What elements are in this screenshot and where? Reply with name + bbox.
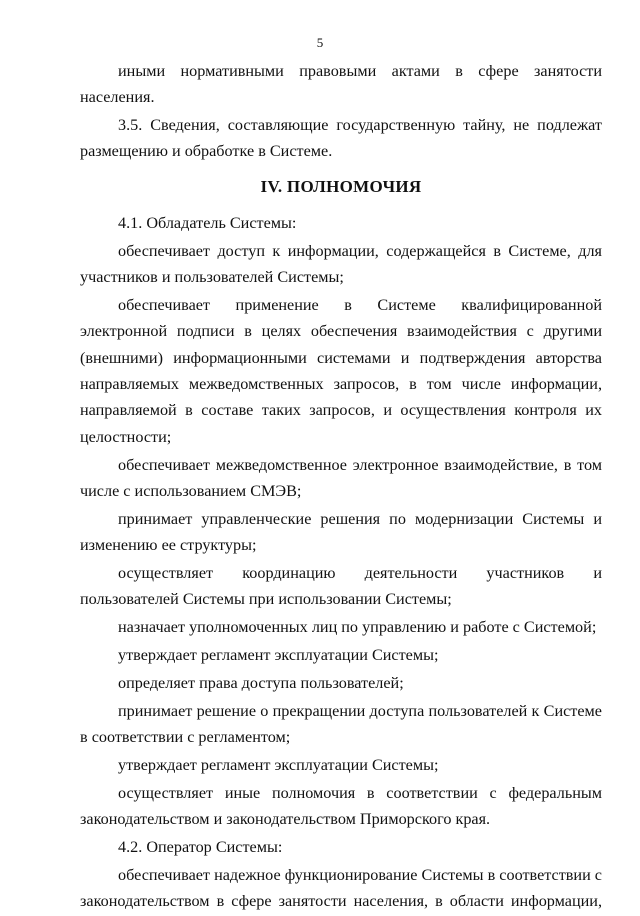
paragraph: определяет права доступа пользователей;: [118, 673, 404, 692]
paragraph: осуществляет координацию деятельности участников и пользователей Системы при использовании Системы;: [80, 563, 602, 609]
paragraph: назначает уполномоченных лиц по управлению и работе с Системой;: [118, 618, 597, 637]
paragraph: 4.1. Обладатель Системы:: [118, 214, 297, 233]
paragraph: обеспечивает применение в Системе квалифицированной электронной подписи в целях обеспечения взаимодействия с другими (внешними) информационными системами и подтверждения авторства направляемых межведомственных запросов, в том числе информации, направляемой в составе таких запросов, и осуществления контроля их целостности;: [80, 296, 602, 446]
paragraph: принимает решение о прекращении доступа пользователей к Системе в соответствии с регламентом;: [80, 701, 602, 747]
paragraph: утверждает регламент эксплуатации Системы;: [118, 645, 439, 664]
section-heading: IV. ПОЛНОМОЧИЯ: [260, 176, 422, 196]
paragraph: утверждает регламент эксплуатации Системы;: [118, 755, 439, 774]
page-number: 5: [316, 35, 324, 50]
paragraph: иными нормативными правовыми актами в сфере занятости населения.: [80, 62, 602, 107]
paragraph: принимает управленческие решения по модернизации Системы и изменению ее структуры;: [80, 509, 602, 555]
paragraph: обеспечивает доступ к информации, содержащейся в Системе, для участников и пользователей Системы;: [80, 241, 602, 287]
paragraph: 4.2. Оператор Системы:: [118, 838, 283, 857]
paragraph: 3.5. Сведения, составляющие государственную тайну, не подлежат размещению и обработке в Системе.: [80, 116, 602, 161]
document-body: [80, 58, 602, 916]
paragraph: осуществляет иные полномочия в соответствии с федеральным законодательством и законодательством Приморского края.: [80, 783, 602, 829]
paragraph: обеспечивает межведомственное электронное взаимодействие, в том числе с использованием СМЭВ;: [80, 455, 602, 500]
paragraph: обеспечивает надежное функционирование Системы в соответствии с законодательством в сфере занятости населения, в области информации,: [80, 865, 602, 911]
